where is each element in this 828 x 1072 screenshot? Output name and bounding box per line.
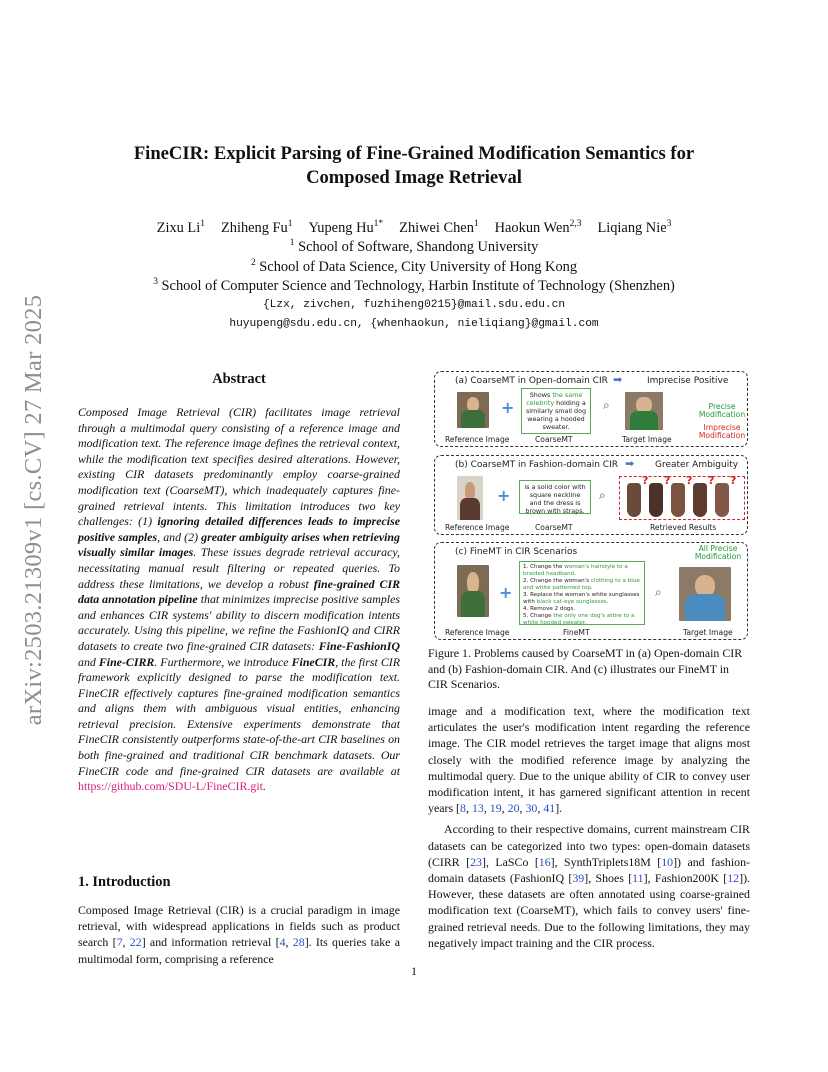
arrow-right-icon: ➡: [613, 373, 623, 386]
intro-text: ] and information retrieval [: [141, 935, 280, 950]
mt-text: .: [606, 599, 609, 605]
panel-a-note: Imprecise Positive: [647, 376, 729, 386]
mt-highlight: the same celebrity: [526, 391, 583, 407]
citation-link[interactable]: 28: [292, 935, 305, 950]
dress-image: [627, 483, 641, 517]
panel-b: [434, 455, 748, 535]
mt-text: 3. Replace the woman's white sunglasses with: [523, 592, 640, 605]
author: [399, 220, 479, 236]
author-name: Yupeng Hu: [308, 219, 374, 236]
paragraph: [428, 821, 750, 951]
fine-mt-item: [523, 564, 641, 578]
right-column-body: [428, 703, 750, 951]
abstract-text: , the first CIR framework explicitly designed to parse the modification text. FineCIR effectively captures fine-grained modification semantics and aligns them with ambiguous visual entities, enhancing retrieval precision. Extensive experiments demonstrate that FineCIR consistently outperforms state-of-the-art CIR baselines on both fine-grained and traditional CIR benchmark datasets. Our FineCIR code and fine-grained CIR datasets are available at: [78, 654, 400, 778]
author: [157, 220, 205, 236]
author: [495, 220, 582, 236]
figure-caption: Figure 1. Problems caused by CoarseMT in (a) Open-domain CIR and (b) Fashion-domain CIR. And (c) illustrates our FineMT in CIR Scenarios.: [428, 646, 743, 692]
citation-link[interactable]: 12: [727, 871, 740, 886]
mt-highlight: clothing to a blue and white patterned top: [523, 578, 640, 591]
precise-label: Precise Modification: [698, 402, 746, 419]
plus-icon: +: [501, 398, 515, 417]
intro-text: ,: [122, 935, 130, 950]
mt-text: .: [584, 620, 587, 626]
paper-title: [90, 142, 738, 190]
citation-link[interactable]: 11: [632, 871, 644, 886]
affiliation-sup: 1: [289, 238, 295, 248]
mt-highlight: woman's hairstyle to a braided headband: [523, 564, 628, 577]
reference-image: [457, 392, 489, 428]
author-name: Liqiang Nie: [597, 219, 667, 236]
abstract-text: that minimizes imprecise positive samples and enhances CIR systems' ability to discern modification intents accurately. Using this pipeline, we refine the FashionIQ and CIRR datasets to create two fine-grained CIR datasets:: [78, 592, 400, 653]
body-text: ]) and fashion-domain datasets (FashionIQ [: [428, 854, 750, 886]
ref-image-label: Reference Image: [445, 435, 510, 444]
title-line-1: FineCIR: Explicit Parsing of Fine-Grained Modification Semantics for: [133, 143, 695, 164]
affiliation-sup: 3: [153, 277, 158, 287]
fine-mt-item: [523, 606, 641, 613]
author: [309, 220, 384, 236]
target-image: [625, 392, 663, 430]
coarse-mt-box: [521, 388, 591, 434]
author-name: Zhiheng Fu: [220, 219, 288, 236]
body-text: ], Fashion200K [: [643, 871, 728, 886]
citation-link[interactable]: 39: [572, 871, 585, 886]
abstract-text: . Furthermore, we introduce: [154, 654, 292, 669]
mt-label: CoarseMT: [535, 435, 573, 444]
body-text: ], LaSCo [: [482, 854, 539, 869]
author-sup: 1*: [373, 219, 384, 229]
abstract-text: . These issues degrade retrieval accuracy, necessitating manual result filtering or repeated queries. To address these limitations, we develop a robust: [78, 545, 400, 591]
affiliation-text: School of Data Science, City University of Hong Kong: [259, 258, 578, 275]
author-sup: 3: [666, 219, 672, 229]
mt-text: 2. Change the woman's: [523, 578, 591, 584]
abstract-body: [78, 405, 400, 795]
title-line-2: Composed Image Retrieval: [306, 167, 522, 188]
author-list: [80, 219, 748, 237]
author-sup: 1: [473, 219, 479, 229]
github-link[interactable]: https://github.com/SDU-L/FineCIR.git: [78, 779, 263, 794]
citation-link[interactable]: 19: [489, 801, 502, 816]
mt-text: .: [574, 571, 576, 577]
question-mark-icon: ?: [708, 474, 715, 487]
question-mark-icon: ?: [686, 474, 693, 487]
search-icon: ⌕: [599, 488, 606, 502]
paragraph: image and a modification text, where the modification text articulates the user's modification intent regarding the reference image. The CIR model retrieves the target image that aligns most closely with the modified reference image by analyzing the multimodal query. Due to the unique ability of CIR to convey user modification intent, it has garnered significant attention in recent years [8, 13, 19, 20, 30, 41].: [428, 704, 750, 816]
citation-link[interactable]: 16: [538, 854, 551, 869]
question-mark-icon: ?: [642, 474, 649, 487]
mt-label: FineMT: [563, 628, 590, 637]
abstract-bold: greater ambiguity arises when retrieving visually similar images: [78, 529, 400, 560]
abstract-heading: Abstract: [212, 371, 266, 387]
arxiv-id: arXiv:2503.21309v1 [cs.CV] 27 Mar 2025: [20, 294, 47, 726]
abstract-text: and: [78, 654, 99, 669]
coarse-mt-box: is a solid color with square neckline and the dress is brown with straps.: [519, 480, 591, 514]
dress-image: [693, 483, 707, 517]
target-label: Target Image: [683, 628, 733, 637]
figure-1: [428, 371, 750, 645]
intro-text: Composed Image Retrieval (CIR) is a crucial paradigm in image retrieval, with widespread applications in fields such as product search [: [78, 903, 400, 950]
mt-text: 5. Change: [523, 613, 554, 619]
citation-link[interactable]: 41: [543, 801, 556, 816]
abstract-bold: FineCIR: [291, 654, 336, 669]
arxiv-stamp: [14, 250, 54, 770]
ref-image-label: Reference Image: [445, 628, 510, 637]
affiliation-text: School of Software, Shandong University: [298, 238, 539, 255]
dress-image: [715, 483, 729, 517]
dress-image: [671, 483, 685, 517]
fine-mt-box: [519, 561, 645, 625]
reference-image: [457, 565, 489, 617]
abstract-text: Composed Image Retrieval (CIR) facilitates image retrieval through a multimodal query consisting of a reference image and modification text. The reference image defines the retrieval context, while the modification text specifies desired alterations. However, existing CIR datasets predominantly employ coarse-grained modification text (CoarseMT), which inadequately captures fine-grained retrieval intents. This limitation introduces two key challenges: (1): [78, 405, 400, 529]
abstract-text: .: [262, 779, 266, 794]
citation-link[interactable]: 13: [471, 801, 484, 816]
author-sup: 1: [200, 219, 205, 229]
abstract-text: , and (2): [157, 529, 202, 544]
target-image: [679, 567, 731, 621]
affiliation-3: [60, 277, 768, 295]
body-text: ], Shoes [: [584, 871, 633, 886]
abstract-bold: ignoring detailed differences leads to imprecise positive samples: [78, 514, 400, 544]
fine-mt-item: [523, 592, 641, 606]
panel-b-note: Greater Ambiguity: [655, 460, 739, 470]
section-heading: 1. Introduction: [78, 874, 171, 890]
body-text: ], SynthTriplets18M [: [550, 854, 662, 869]
arrow-right-icon: ➡: [625, 457, 635, 470]
author: [597, 220, 671, 236]
question-mark-icon: ?: [664, 474, 671, 487]
email-line-1: {Lzx, zivchen, fuzhiheng0215}@mail.sdu.edu.cn: [262, 299, 566, 311]
dress-image: [649, 483, 663, 517]
panel-a: [434, 371, 748, 447]
reference-image: [457, 476, 483, 520]
plus-icon: +: [497, 486, 511, 505]
intro-text: ]. Its queries take a multimodal form, comprising a reference: [78, 935, 400, 966]
author-sup: 2,3: [569, 219, 582, 229]
mt-text: .: [590, 585, 593, 591]
page-number: 1: [411, 964, 417, 978]
body-text: image and a modification text, where the modification text articulates the user's modification intent regarding the reference image. The CIR model retrieves the target image that aligns most closely with the modified reference image by analyzing the multimodal query. Due to the unique ability of CIR to convey user modification intent, it has garnered significant attention in recent years [: [428, 704, 750, 816]
body-text: ].: [555, 801, 563, 816]
body-text: ]). However, these datasets are often annotated using coarse-grained modification text (CoarseMT), which fails to convey users' fine-grained retrieval needs. Due to the following limitations, they may negatively impact training and the CIR process.: [428, 871, 751, 950]
search-icon: ⌕: [655, 585, 662, 599]
mt-text: holding a similarly small dog wearing a hooded sweater.: [525, 399, 587, 431]
citation-link[interactable]: 20: [507, 801, 520, 816]
mt-text: 1. Change the: [523, 564, 565, 570]
fine-mt-item: [523, 613, 641, 627]
citation-link[interactable]: 8: [460, 801, 466, 816]
mt-highlight: the only one dog's attire to a white hooded sweater: [523, 613, 635, 626]
author-name: Haokun Wen: [494, 219, 570, 236]
author-name: Zhiwei Chen: [399, 219, 474, 236]
body-text: According to their respective domains, current mainstream CIR datasets can be categorized into two types: open-domain datasets (CIRR [: [428, 822, 750, 869]
panel-c: [434, 542, 748, 640]
author: [221, 220, 293, 236]
panel-b-title: (b) CoarseMT in Fashion-domain CIR: [455, 460, 618, 470]
fine-mt-item: [523, 578, 641, 592]
citation-link[interactable]: 7: [116, 935, 123, 950]
abstract-bold: Fine-FashionIQ: [318, 638, 400, 653]
intro-text: ,: [285, 935, 293, 950]
abstract-bold: fine-grained CIR data annotation pipeline: [78, 576, 401, 607]
affiliation-1: [60, 238, 768, 256]
mt-label: CoarseMT: [535, 523, 573, 532]
citation-link[interactable]: 23: [470, 854, 482, 869]
abstract-bold: Fine-CIRR: [98, 654, 155, 669]
target-label: Target Image: [622, 435, 672, 444]
affiliation-text: School of Computer Science and Technology, Harbin Institute of Technology (Shenzhen): [161, 277, 675, 294]
question-mark-icon: ?: [730, 474, 737, 487]
mt-text: Shows: [529, 391, 553, 399]
panel-c-note: All Precise Modification: [694, 544, 742, 561]
mt-text: 4. Remove 2 dogs.: [523, 606, 576, 612]
citation-link[interactable]: 10: [661, 854, 674, 869]
affiliation-sup: 2: [250, 258, 256, 268]
citation-link[interactable]: 30: [525, 801, 538, 816]
author-name: Zixu Li: [156, 219, 201, 236]
ref-image-label: Reference Image: [445, 523, 510, 532]
affiliation-2: [60, 258, 768, 276]
imprecise-label: Imprecise Modification: [698, 423, 746, 440]
author-sup: 1: [287, 219, 293, 229]
plus-icon: +: [499, 583, 513, 602]
results-label: Retrieved Results: [650, 523, 717, 532]
intro-body: [78, 902, 400, 967]
email-line-2: huyupeng@sdu.edu.cn, {whenhaokun, nieliqiang}@gmail.com: [229, 318, 599, 330]
citation-link[interactable]: 4: [279, 935, 286, 950]
citation-link[interactable]: 22: [129, 935, 142, 950]
panel-c-title: (c) FineMT in CIR Scenarios: [455, 547, 578, 557]
search-icon: ⌕: [603, 398, 610, 412]
panel-a-title: (a) CoarseMT in Open-domain CIR: [455, 376, 608, 386]
mt-highlight: black cat-eye sunglasses: [536, 599, 607, 605]
